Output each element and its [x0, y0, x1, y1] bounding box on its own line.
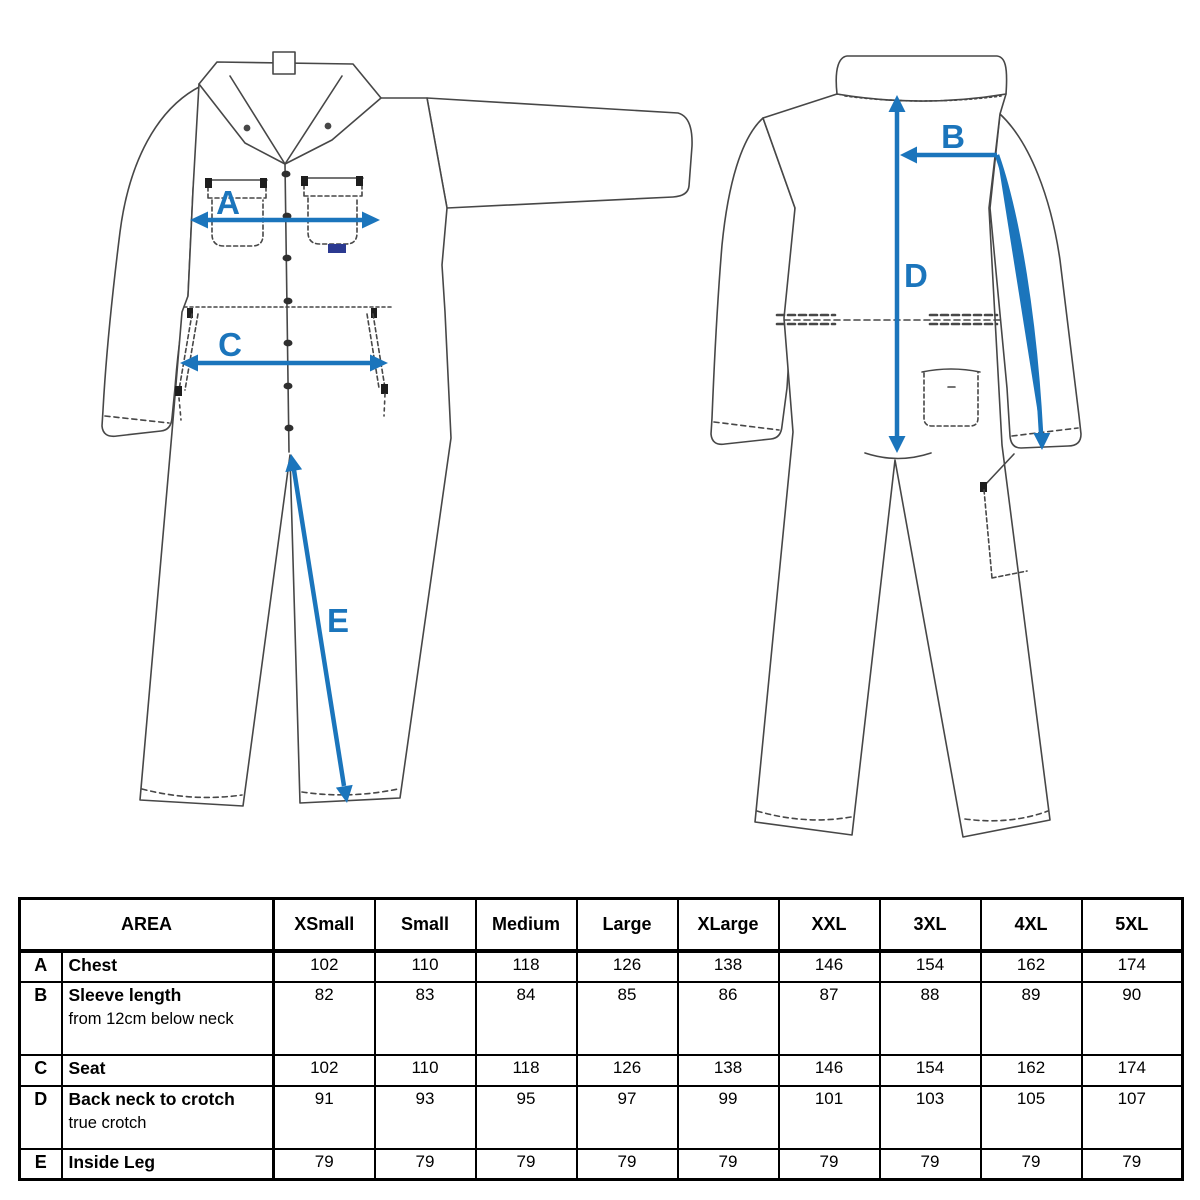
row-sublabel: from 12cm below neck: [68, 1009, 234, 1028]
size-value-cell: 79: [577, 1149, 678, 1180]
size-value-cell: 79: [779, 1149, 880, 1180]
size-column-header: Small: [375, 899, 476, 951]
brand-label: [328, 244, 346, 253]
row-label: Inside Leg: [68, 1151, 156, 1172]
size-value-cell: 95: [476, 1086, 577, 1149]
size-value-cell: 79: [476, 1149, 577, 1180]
table-row-inside-leg: [20, 1149, 1183, 1180]
size-value-cell: 86: [678, 982, 779, 1055]
size-column-header: XSmall: [274, 899, 375, 951]
back-view-drawing: [705, 50, 1105, 880]
size-value-cell: 89: [981, 982, 1082, 1055]
size-value-cell: 138: [678, 951, 779, 982]
dimension-label-c: C: [218, 326, 242, 363]
table-header-row: [20, 899, 1183, 951]
row-letter-cell: E: [20, 1149, 62, 1180]
row-label: Sleeve length: [68, 984, 182, 1005]
size-column-header: Medium: [476, 899, 577, 951]
size-value-cell: 174: [1082, 951, 1183, 982]
size-value-cell: 174: [1082, 1055, 1183, 1086]
table-row-seat: [20, 1055, 1183, 1086]
size-value-cell: 83: [375, 982, 476, 1055]
row-letter-cell: A: [20, 951, 62, 982]
dimension-label-e: E: [326, 602, 350, 639]
size-value-cell: 103: [880, 1086, 981, 1149]
size-column-header: 3XL: [880, 899, 981, 951]
size-value-cell: 110: [375, 951, 476, 982]
size-value-cell: 102: [274, 1055, 375, 1086]
size-value-cell: 118: [476, 951, 577, 982]
area-header: AREA: [20, 899, 274, 951]
row-label: Chest: [68, 954, 118, 975]
table-row-back-neck-to-crotch: [20, 1086, 1183, 1149]
size-value-cell: 79: [375, 1149, 476, 1180]
size-value-cell: 82: [274, 982, 375, 1055]
row-letter-cell: C: [20, 1055, 62, 1086]
row-sublabel: true crotch: [68, 1113, 147, 1132]
dimension-label-d: D: [904, 257, 928, 294]
size-value-cell: 126: [577, 951, 678, 982]
size-value-cell: 162: [981, 1055, 1082, 1086]
size-value-cell: 85: [577, 982, 678, 1055]
size-value-cell: 138: [678, 1055, 779, 1086]
size-table: [18, 897, 1184, 1181]
size-value-cell: 79: [1082, 1149, 1183, 1180]
row-letter-cell: B: [20, 982, 62, 1055]
size-value-cell: 154: [880, 951, 981, 982]
row-label-cell: [62, 1055, 274, 1086]
size-value-cell: 154: [880, 1055, 981, 1086]
size-value-cell: 146: [779, 951, 880, 982]
size-value-cell: 91: [274, 1086, 375, 1149]
size-value-cell: 97: [577, 1086, 678, 1149]
size-column-header: Large: [577, 899, 678, 951]
lapel-button: [244, 125, 249, 130]
size-value-cell: 162: [981, 951, 1082, 982]
size-value-cell: 101: [779, 1086, 880, 1149]
row-label-cell: [62, 982, 274, 1055]
back-collar: [836, 56, 1006, 101]
row-letter-cell: D: [20, 1086, 62, 1149]
row-label: Back neck to crotch: [68, 1088, 235, 1109]
size-column-header: XXL: [779, 899, 880, 951]
size-value-cell: 84: [476, 982, 577, 1055]
size-value-cell: 79: [880, 1149, 981, 1180]
size-value-cell: 88: [880, 982, 981, 1055]
row-label: Seat: [68, 1057, 106, 1078]
dimension-label-a: A: [216, 184, 240, 221]
row-label-cell: [62, 1149, 274, 1180]
front-view-drawing: [95, 50, 695, 880]
size-value-cell: 146: [779, 1055, 880, 1086]
table-row-sleeve-length: [20, 982, 1183, 1055]
size-value-cell: 105: [981, 1086, 1082, 1149]
size-value-cell: 102: [274, 951, 375, 982]
dimension-label-b: B: [941, 118, 965, 155]
lapel-button: [325, 123, 330, 128]
size-value-cell: 118: [476, 1055, 577, 1086]
size-value-cell: 79: [678, 1149, 779, 1180]
size-column-header: 5XL: [1082, 899, 1183, 951]
size-value-cell: 107: [1082, 1086, 1183, 1149]
size-value-cell: 79: [981, 1149, 1082, 1180]
size-value-cell: 87: [779, 982, 880, 1055]
size-value-cell: 79: [274, 1149, 375, 1180]
size-value-cell: 93: [375, 1086, 476, 1149]
size-column-header: XLarge: [678, 899, 779, 951]
table-row-chest: [20, 951, 1183, 982]
front-right-sleeve: [427, 98, 692, 208]
size-value-cell: 90: [1082, 982, 1183, 1055]
size-column-header: 4XL: [981, 899, 1082, 951]
hanging-loop: [273, 52, 295, 74]
size-value-cell: 99: [678, 1086, 779, 1149]
size-value-cell: 126: [577, 1055, 678, 1086]
size-value-cell: 110: [375, 1055, 476, 1086]
row-label-cell: [62, 1086, 274, 1149]
row-label-cell: [62, 951, 274, 982]
